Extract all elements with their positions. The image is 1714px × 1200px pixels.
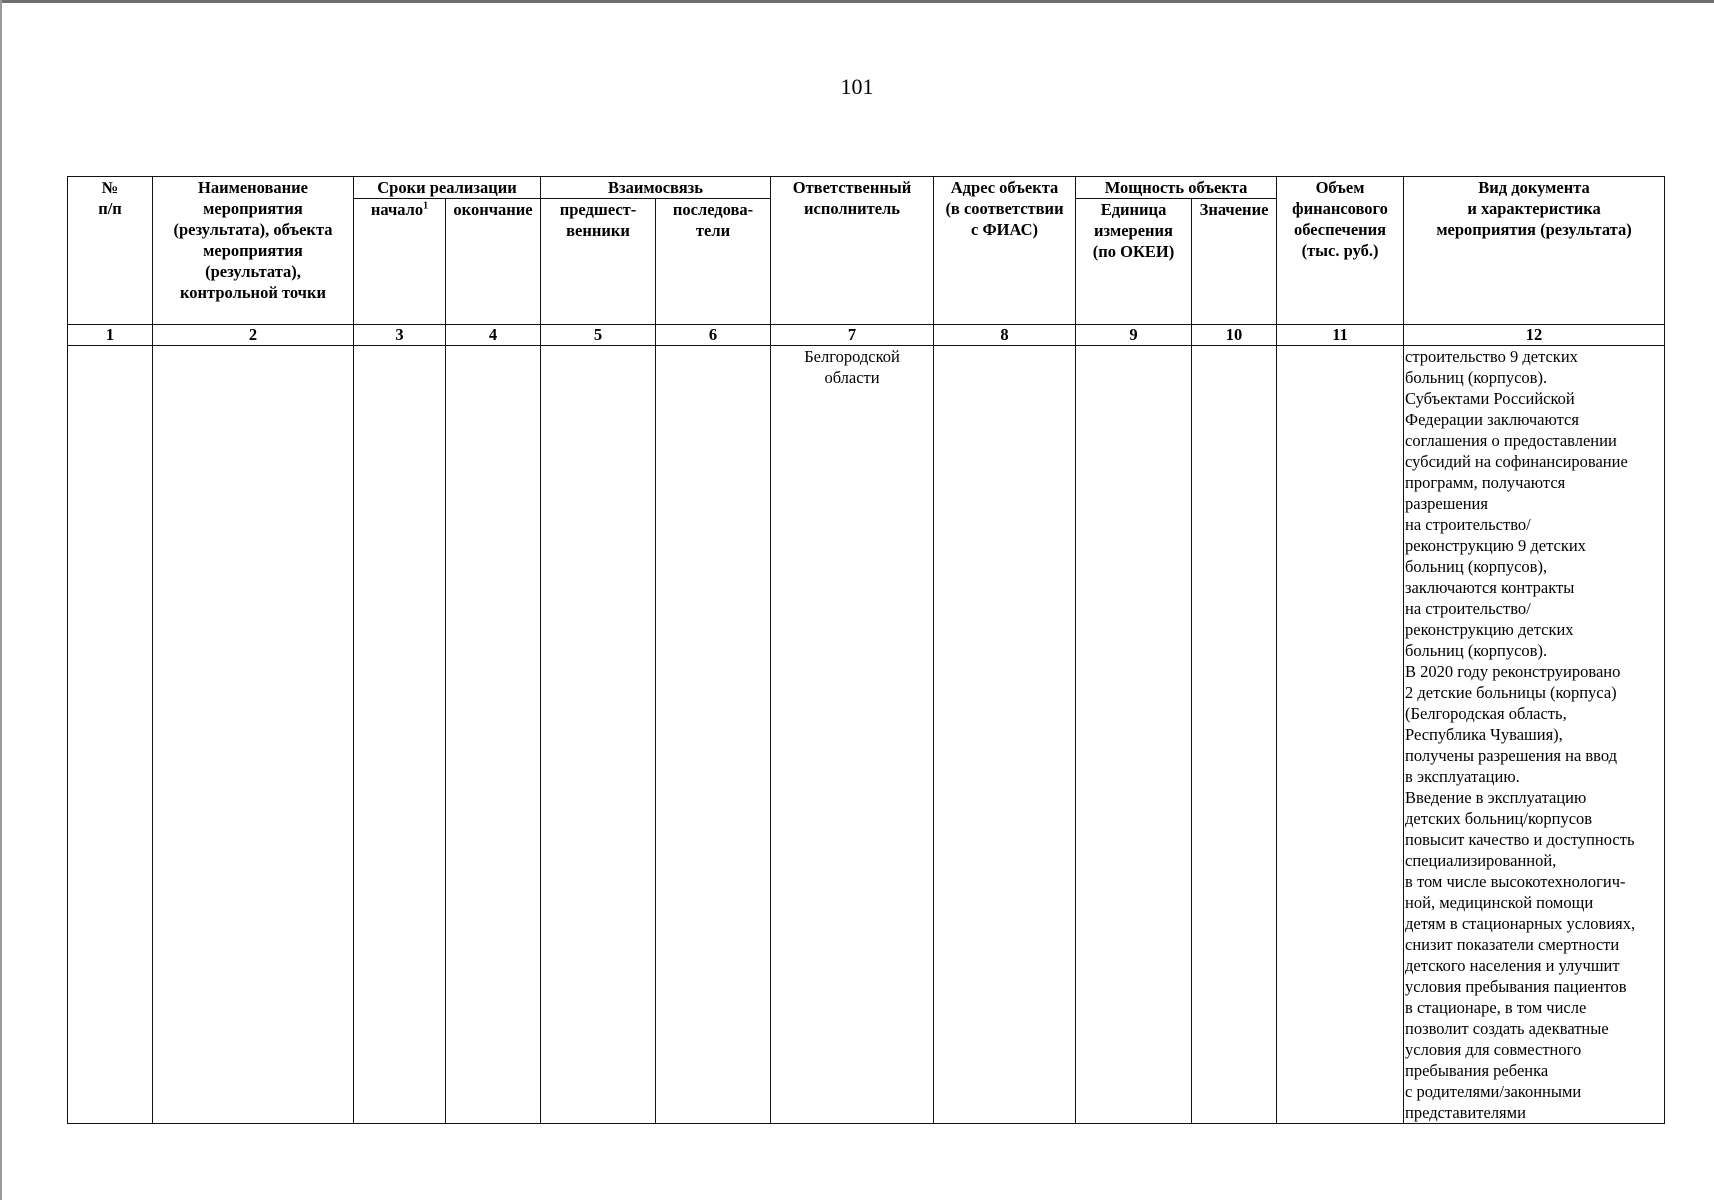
- header-doc-type: Вид документа и характеристика мероприятия (результата): [1404, 177, 1665, 325]
- header-value: Значение: [1192, 199, 1277, 325]
- column-number: 7: [771, 325, 934, 346]
- header-unit: Единица измерения (по ОКЕИ): [1076, 199, 1192, 325]
- column-number: 12: [1404, 325, 1665, 346]
- cell-value: [1192, 346, 1277, 1124]
- column-number: 3: [354, 325, 446, 346]
- table-row: [68, 346, 1665, 1124]
- header-timing-group: Сроки реализации: [354, 177, 541, 199]
- header-link-group: Взаимосвязь: [541, 177, 771, 199]
- header-address: Адрес объекта (в соответствии с ФИАС): [934, 177, 1076, 325]
- cell-unit: [1076, 346, 1192, 1124]
- column-number: 9: [1076, 325, 1192, 346]
- column-number: 10: [1192, 325, 1277, 346]
- column-number: 6: [656, 325, 771, 346]
- header-predecessors: предшест- венники: [541, 199, 656, 325]
- header-executor: Ответственный исполнитель: [771, 177, 934, 325]
- header-successors: последова- тели: [656, 199, 771, 325]
- column-number: 11: [1277, 325, 1404, 346]
- cell-funding: [1277, 346, 1404, 1124]
- cell-num: [68, 346, 153, 1124]
- header-end: окончание: [446, 199, 541, 325]
- scan-top-edge: [0, 0, 1714, 3]
- page-number: 101: [840, 74, 874, 99]
- cell-address: [934, 346, 1076, 1124]
- cell-name: [153, 346, 354, 1124]
- cell-description: строительство 9 детских больниц (корпусов). Субъектами Российской Федерации заключаются соглашения о предоставлении субсидий на софинансирование программ, получаются разрешения на строительство/ реконструкцию 9 детских больниц (корпусов), заключаются контракты на строительство/ реконструкцию детских больниц (корпусов). В 2020 году реконструировано 2 детские больницы (корпуса) (Белгородская область, Республика Чувашия), получены разрешения на ввод в эксплуатацию. Введение в эксплуатацию детских больниц/корпусов повысит качество и доступность специализированной, в том числе высокотехнологич- ной, медицинской помощи детям в стационарных условиях, снизит показатели смертности детского населения и улучшит условия пребывания пациентов в стационаре, в том числе позволит создать адекватные условия для совместного пребывания ребенка с родителями/законными представителями: [1404, 346, 1665, 1124]
- header-start: начало$^1$: [354, 199, 446, 325]
- column-number: 4: [446, 325, 541, 346]
- header-num: № п/п: [68, 177, 153, 325]
- column-number: 1: [68, 325, 153, 346]
- cell-predecessors: [541, 346, 656, 1124]
- column-number: 5: [541, 325, 656, 346]
- header-name: Наименование мероприятия (результата), объекта мероприятия (результата), контрольной точки: [153, 177, 354, 325]
- header-row-top: [68, 177, 1665, 199]
- column-number: 8: [934, 325, 1076, 346]
- activity-table: [67, 176, 1665, 1124]
- cell-executor: Белгородской области: [771, 346, 934, 1124]
- column-number-row: [68, 325, 1665, 346]
- header-funding: Объем финансового обеспечения (тыс. руб.): [1277, 177, 1404, 325]
- cell-end: [446, 346, 541, 1124]
- cell-start: [354, 346, 446, 1124]
- header-capacity-group: Мощность объекта: [1076, 177, 1277, 199]
- cell-successors: [656, 346, 771, 1124]
- scan-left-edge: [0, 0, 2, 1200]
- column-number: 2: [153, 325, 354, 346]
